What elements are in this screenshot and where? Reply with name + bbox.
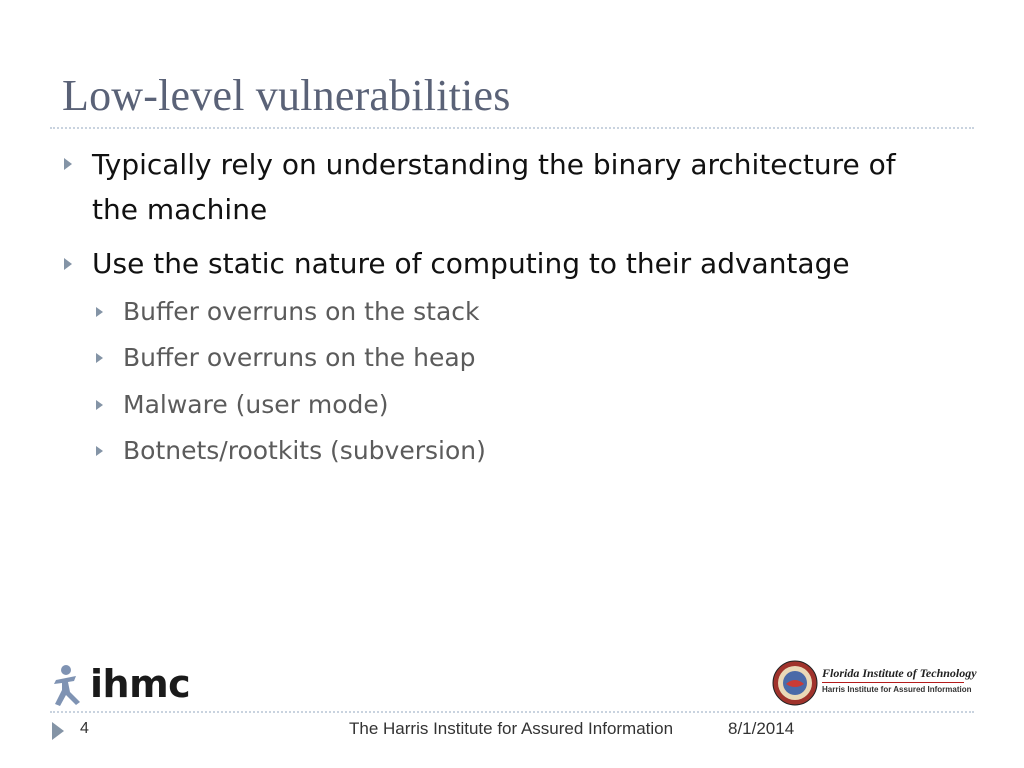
sub-bullet-3: Malware (user mode) <box>123 390 389 419</box>
sub-bullet-2: Buffer overruns on the heap <box>123 343 476 372</box>
page-number: 4 <box>80 720 89 737</box>
ihmc-person-icon <box>52 664 88 708</box>
ihmc-logo-text: ihmc <box>90 662 191 706</box>
bullet-arrow-icon <box>96 307 103 317</box>
title-divider <box>50 127 974 129</box>
fit-logo-line-1: Florida Institute of Technology <box>822 666 977 680</box>
sub-bullet-4: Botnets/rootkits (subversion) <box>123 436 486 465</box>
fit-seal-icon <box>772 660 818 706</box>
bullet-arrow-icon <box>64 258 72 270</box>
bullet-arrow-icon <box>64 158 72 170</box>
slide-title: Low-level vulnerabilities <box>62 71 511 120</box>
bullet-2: Use the static nature of computing to their advantage <box>92 247 850 280</box>
bullet-arrow-icon <box>96 353 103 363</box>
fit-logo <box>772 660 977 708</box>
footer-institution: The Harris Institute for Assured Information <box>349 719 674 738</box>
bullet-arrow-icon <box>96 446 103 456</box>
bullet-1-line-2: the machine <box>92 193 268 226</box>
sub-bullet-1: Buffer overruns on the stack <box>123 297 480 326</box>
ihmc-logo <box>52 662 192 712</box>
fit-logo-divider <box>822 682 964 683</box>
bullet-1-line-1: Typically rely on understanding the binary architecture of <box>92 148 896 181</box>
footer-arrow-icon <box>52 722 64 740</box>
bullet-arrow-icon <box>96 400 103 410</box>
footer-divider <box>50 711 974 713</box>
fit-logo-line-2: Harris Institute for Assured Information <box>822 685 972 694</box>
footer-date: 8/1/2014 <box>728 719 795 738</box>
